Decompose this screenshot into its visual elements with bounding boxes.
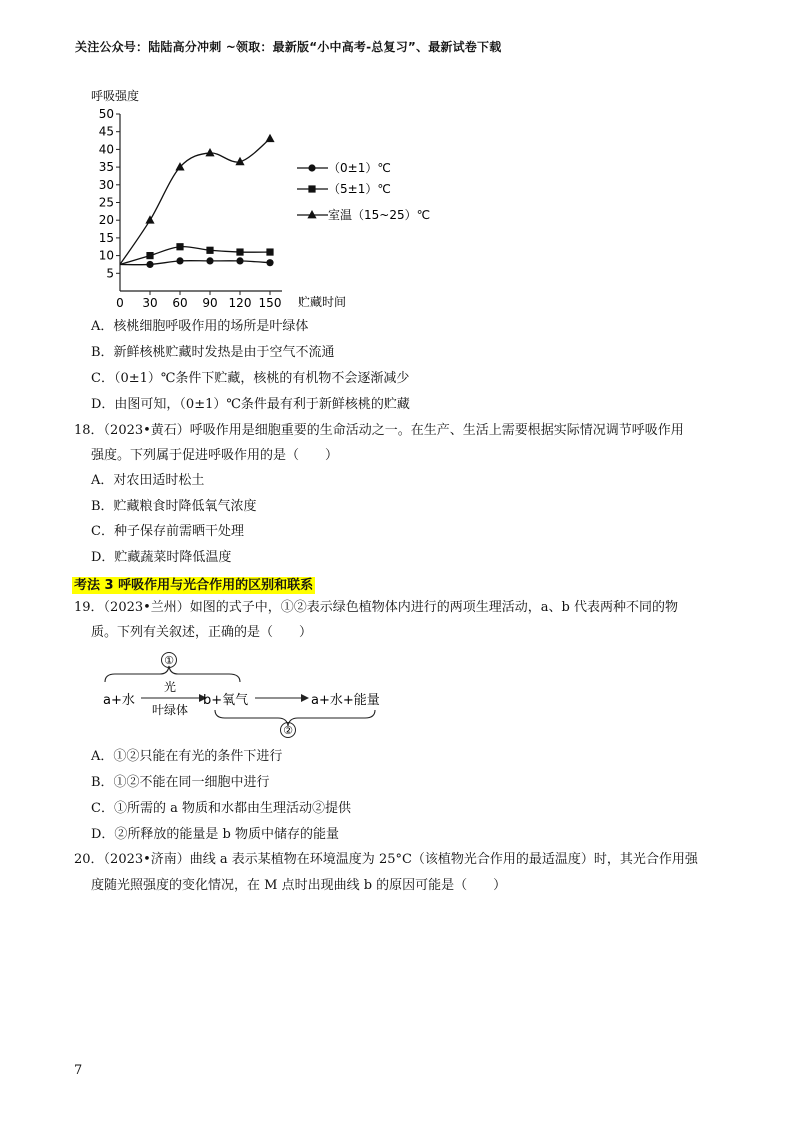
respiration-chart — [60, 82, 460, 314]
legend-marker-triangle — [307, 210, 316, 218]
q19-option-c: C．①所需的 a 物质和水都由生理活动②提供 — [91, 801, 351, 816]
y-tick-label: 40 — [98, 142, 114, 157]
y-tick-label: 5 — [106, 266, 114, 281]
q17-option-d: D．由图可知，（0±1）℃条件最有利于新鲜核桃的贮藏 — [91, 397, 410, 412]
x-axis-label: 贮藏时间 — [298, 295, 347, 309]
x-tick-label: 90 — [202, 296, 218, 310]
data-point-circle — [236, 257, 243, 264]
legend-label: 室温（15~25）℃ — [328, 208, 431, 222]
data-point-circle — [146, 261, 153, 268]
page-header: 关注公众号：陆陆高分冲刺 ~领取：最新版“小中高考-总复习”、最新试卷下载 — [75, 40, 502, 54]
q19-stem-line1: 19．（2023•兰州）如图的式子中，①②表示绿色植物体内进行的两项生理活动，a、b 代表两种不同的物 — [74, 600, 678, 615]
data-point-triangle — [205, 148, 214, 156]
reactant-label: a+水 — [103, 693, 135, 708]
data-point-square — [206, 247, 213, 254]
data-point-square — [176, 243, 183, 250]
brace-process-2 — [215, 710, 375, 726]
q19-option-b: B．①②不能在同一细胞中进行 — [91, 775, 270, 790]
y-tick-label: 15 — [98, 230, 114, 245]
legend-marker-circle — [308, 164, 315, 171]
q18-stem-line2: 强度。下列属于促进呼吸作用的是（ ） — [91, 448, 339, 463]
data-point-square — [236, 248, 243, 255]
circle-label-1: ① — [164, 654, 174, 667]
data-point-square — [146, 252, 153, 259]
q20-stem-line1: 20．（2023•济南）曲线 a 表示某植物在环境温度为 25°C（该植物光合作用的最适温度）时，其光合作用强 — [74, 852, 698, 867]
page-number: 7 — [74, 1063, 83, 1078]
legend-label: （0±1）℃ — [328, 161, 391, 175]
condition-light: 光 — [163, 680, 177, 694]
product-label: b+氧气 — [203, 693, 249, 708]
x-tick-label: 30 — [142, 296, 158, 310]
condition-chloroplast: 叶绿体 — [151, 703, 189, 717]
y-tick-label: 30 — [98, 177, 114, 192]
section-title: 考法 3 呼吸作用与光合作用的区别和联系 — [74, 578, 314, 593]
data-point-circle — [206, 257, 213, 264]
legend-label: （5±1）℃ — [328, 182, 391, 196]
arrow-2-head — [301, 694, 309, 702]
q19-stem-line2: 质。下列有关叙述，正确的是（ ） — [91, 625, 313, 640]
data-point-square — [266, 248, 273, 255]
x-tick-label: 120 — [228, 296, 252, 310]
x-tick-label: 60 — [172, 296, 188, 310]
data-point-circle — [266, 259, 273, 266]
x-tick-label: 0 — [116, 296, 124, 310]
y-tick-label: 10 — [98, 248, 114, 263]
y-tick-label: 25 — [98, 195, 114, 210]
q20-stem-line2: 度随光照强度的变化情况，在 M 点时出现曲线 b 的原因可能是（ ） — [91, 878, 507, 893]
q19-option-a: A．①②只能在有光的条件下进行 — [91, 749, 283, 764]
final-products-label: a+水+能量 — [311, 693, 380, 708]
data-point-triangle — [265, 134, 274, 142]
series-line-triangle — [120, 139, 270, 265]
q17-option-b: B．新鲜核桃贮藏时发热是由于空气不流通 — [91, 345, 335, 360]
y-tick-label: 35 — [98, 160, 114, 175]
q19-option-d: D．②所释放的能量是 b 物质中储存的能量 — [91, 827, 340, 842]
legend-marker-square — [308, 185, 315, 192]
q18-option-b: B．贮藏粮食时降低氧气浓度 — [91, 499, 257, 514]
y-tick-label: 20 — [98, 213, 114, 228]
series-line-circle — [120, 261, 270, 265]
q18-option-d: D．贮藏蔬菜时降低温度 — [91, 550, 232, 565]
circle-label-2: ② — [283, 724, 293, 737]
q18-option-c: C．种子保存前需晒干处理 — [91, 524, 244, 539]
y-tick-label: 45 — [98, 124, 114, 139]
x-tick-label: 150 — [258, 296, 282, 310]
q18-option-a: A．对农田适时松土 — [91, 473, 205, 488]
y-tick-label: 50 — [98, 107, 114, 121]
reaction-diagram — [95, 650, 395, 740]
q17-option-a: A．核桃细胞呼吸作用的场所是叶绿体 — [91, 319, 309, 334]
q18-stem-line1: 18．（2023•黄石）呼吸作用是细胞重要的生命活动之一。在生产、生活上需要根据实际情况调节呼吸作用 — [74, 423, 684, 438]
q17-option-c: C．（0±1）℃条件下贮藏，核桃的有机物不会逐渐减少 — [91, 371, 410, 386]
data-point-triangle — [145, 215, 154, 223]
y-axis-label: 呼吸强度 — [91, 89, 140, 103]
data-point-circle — [176, 257, 183, 264]
